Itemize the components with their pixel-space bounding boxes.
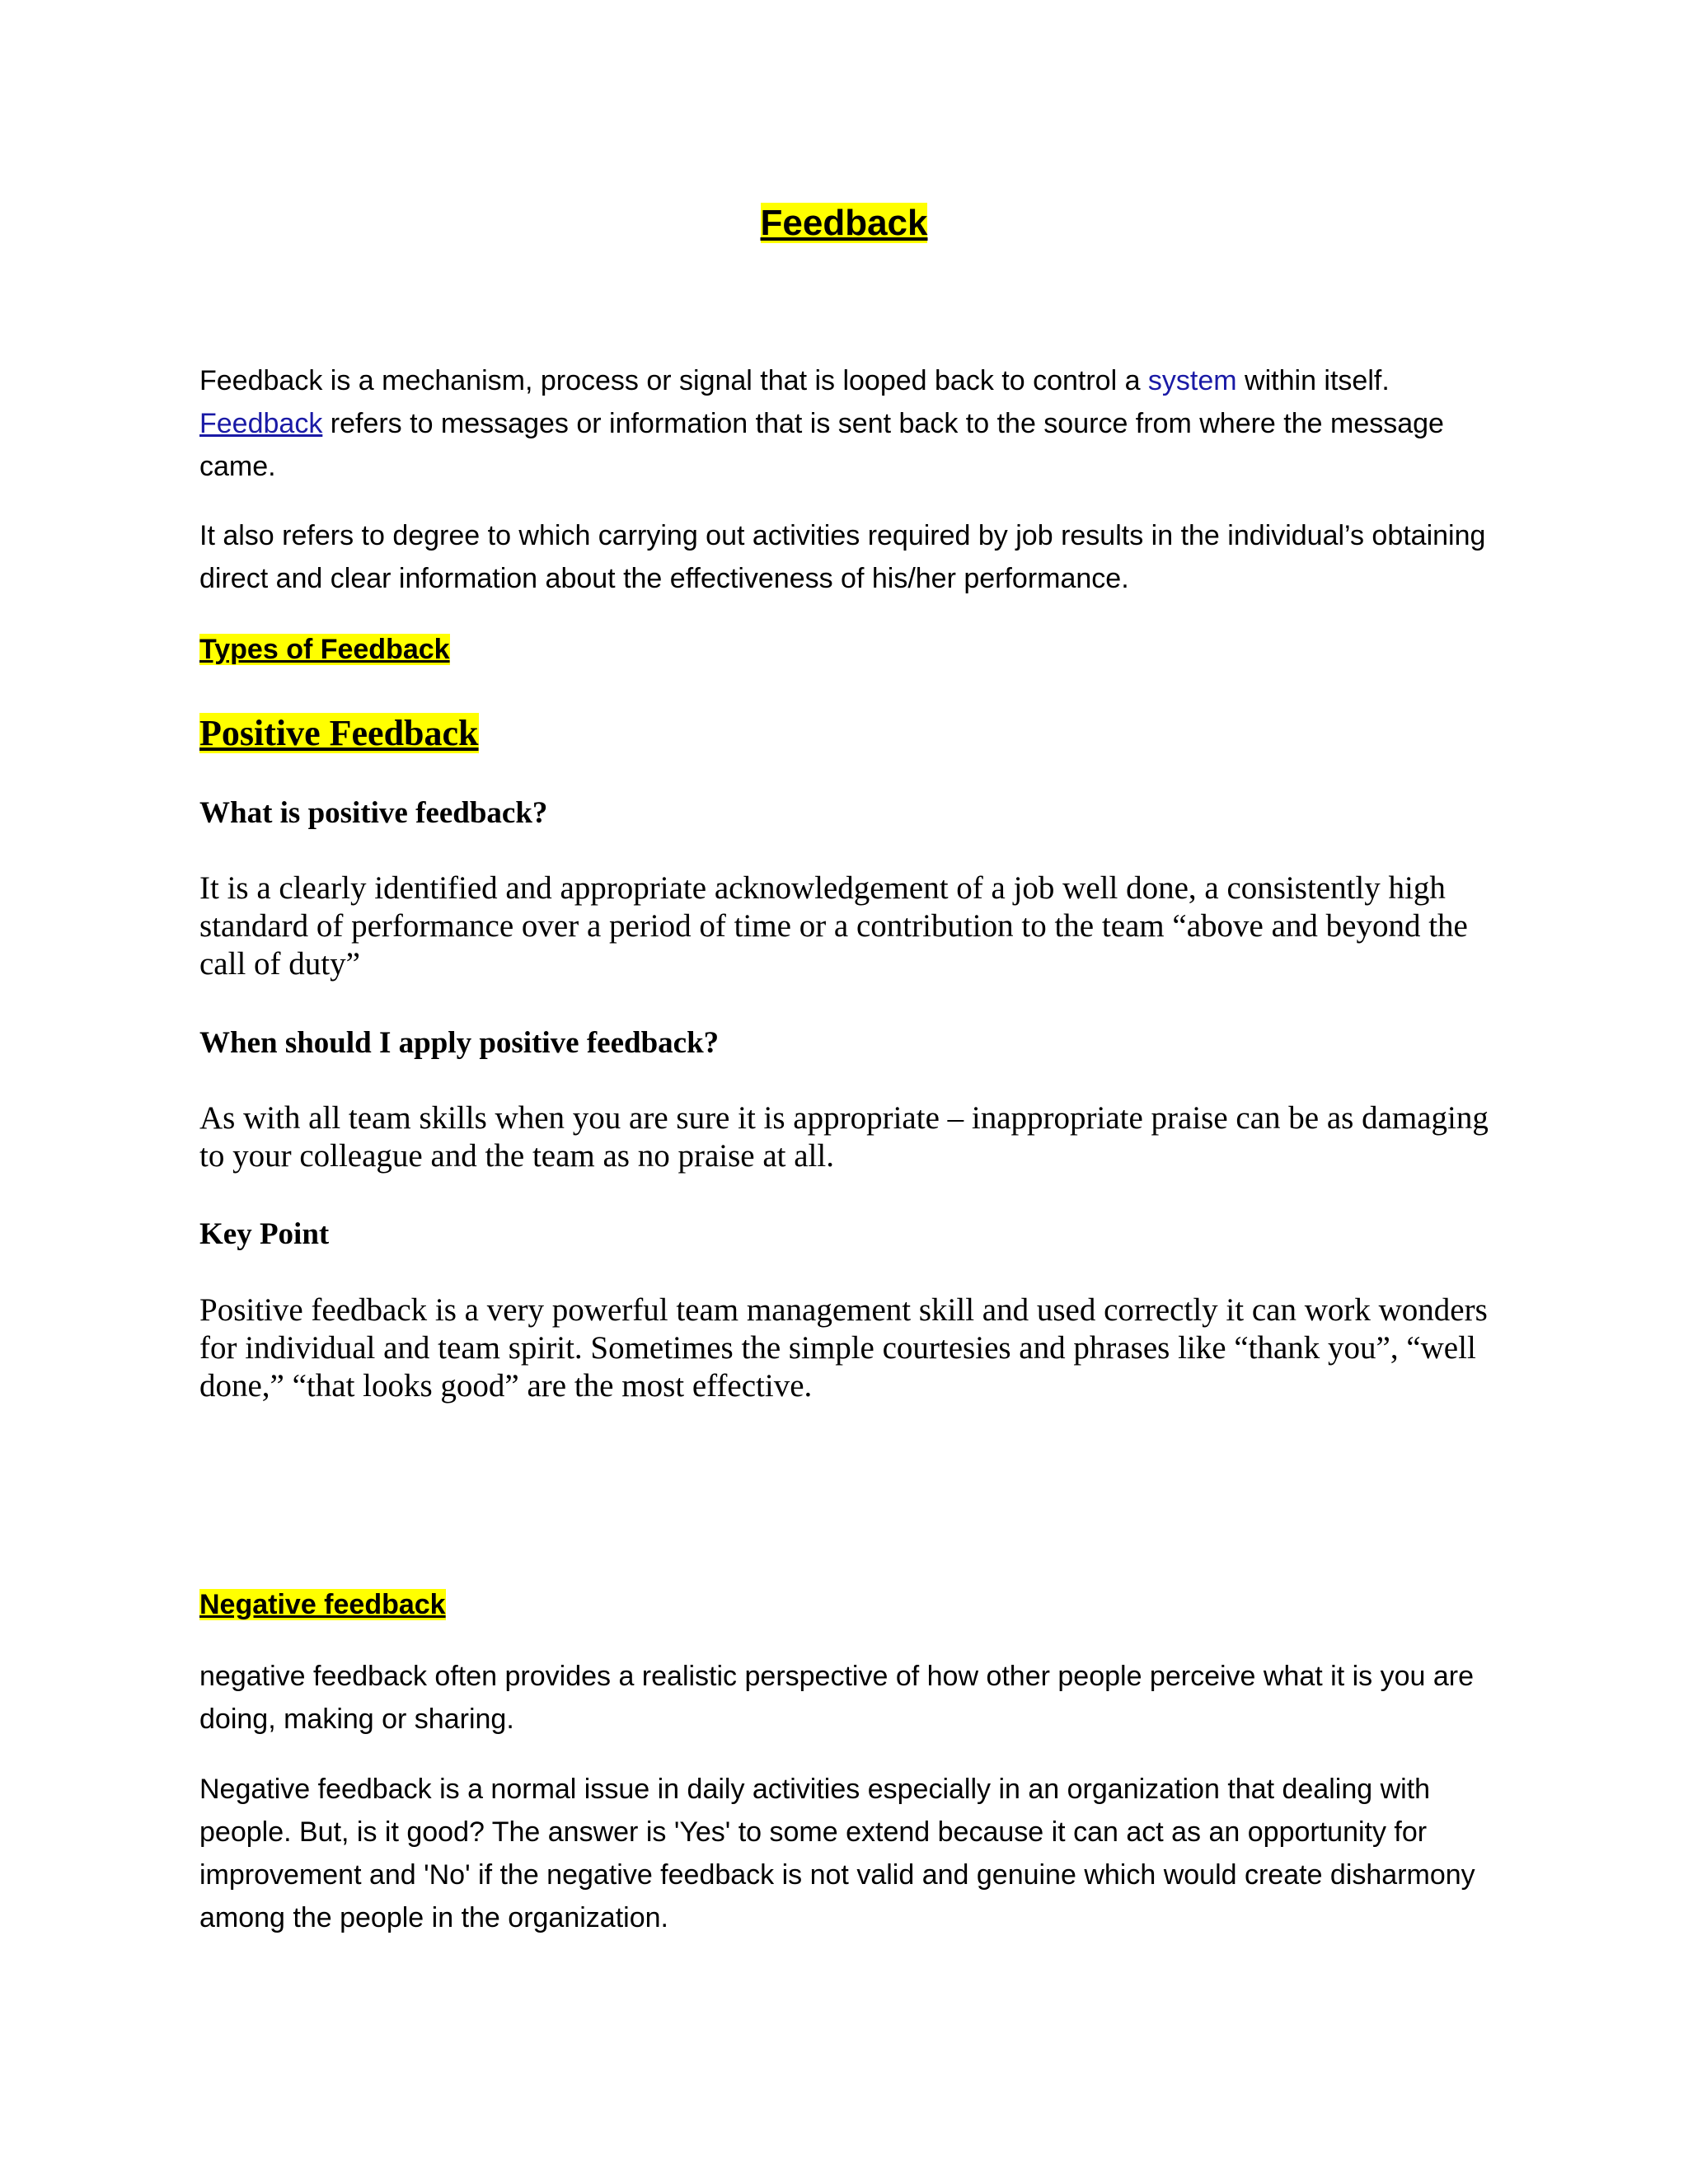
- types-heading-text: Types of Feedback: [199, 634, 450, 665]
- feedback-link[interactable]: Feedback: [199, 408, 323, 439]
- intro-paragraph-1: [199, 359, 1510, 488]
- key-point-text: Positive feedback is a very powerful team management skill and used correctly it can work wonders for individual and team spirit. Sometimes the simple courtesies and phrases like “thank you”, “well done,” “that looks good” are the most effective.: [199, 1292, 1488, 1404]
- intro-text-part-1: Feedback is a mechanism, process or signal that is looped back to control a: [199, 365, 1148, 396]
- when-apply-answer: As with all team skills when you are sure it is appropriate – inappropriate praise can be as damaging to your colleague and the team as no praise at all.: [199, 1100, 1489, 1174]
- positive-feedback-heading-text: Positive Feedback: [199, 713, 479, 753]
- page-title: [0, 194, 1688, 252]
- negative-feedback-heading: [199, 1583, 1510, 1626]
- positive-feedback-heading: [199, 709, 1510, 758]
- types-heading: [199, 628, 1510, 671]
- page-title-text: Feedback: [760, 203, 928, 243]
- negative-feedback-heading-text: Negative feedback: [199, 1589, 446, 1620]
- system-link[interactable]: system: [1147, 365, 1237, 396]
- key-point-heading: Key Point: [199, 1217, 330, 1251]
- intro-text-part-2: within itself.: [1236, 365, 1390, 396]
- intro-text-part-3: refers to messages or information that is sent back to the source from where the message came.: [199, 408, 1444, 482]
- what-is-positive-question: What is positive feedback?: [199, 796, 548, 830]
- negative-paragraph-1: negative feedback often provides a realistic perspective of how other people perceive what it is you are doing, making or sharing.: [199, 1661, 1475, 1735]
- negative-paragraph-2: Negative feedback is a normal issue in daily activities especially in an organization that dealing with people. But, is it good? The answer is 'Yes' to some extend because it can act as an opportunity for improvement and 'No' if the negative feedback is not valid and genuine which would create disharmony among the people in the organization.: [199, 1774, 1475, 1933]
- intro-paragraph-2: It also refers to degree to which carrying out activities required by job results in the individual’s obtaining direct and clear information about the effectiveness of his/her performance.: [199, 520, 1486, 594]
- when-apply-question: When should I apply positive feedback?: [199, 1026, 720, 1060]
- what-is-positive-answer: It is a clearly identified and appropriate acknowledgement of a job well done, a consistently high standard of performance over a period of time or a contribution to the team “above and beyond the call of duty”: [199, 870, 1468, 982]
